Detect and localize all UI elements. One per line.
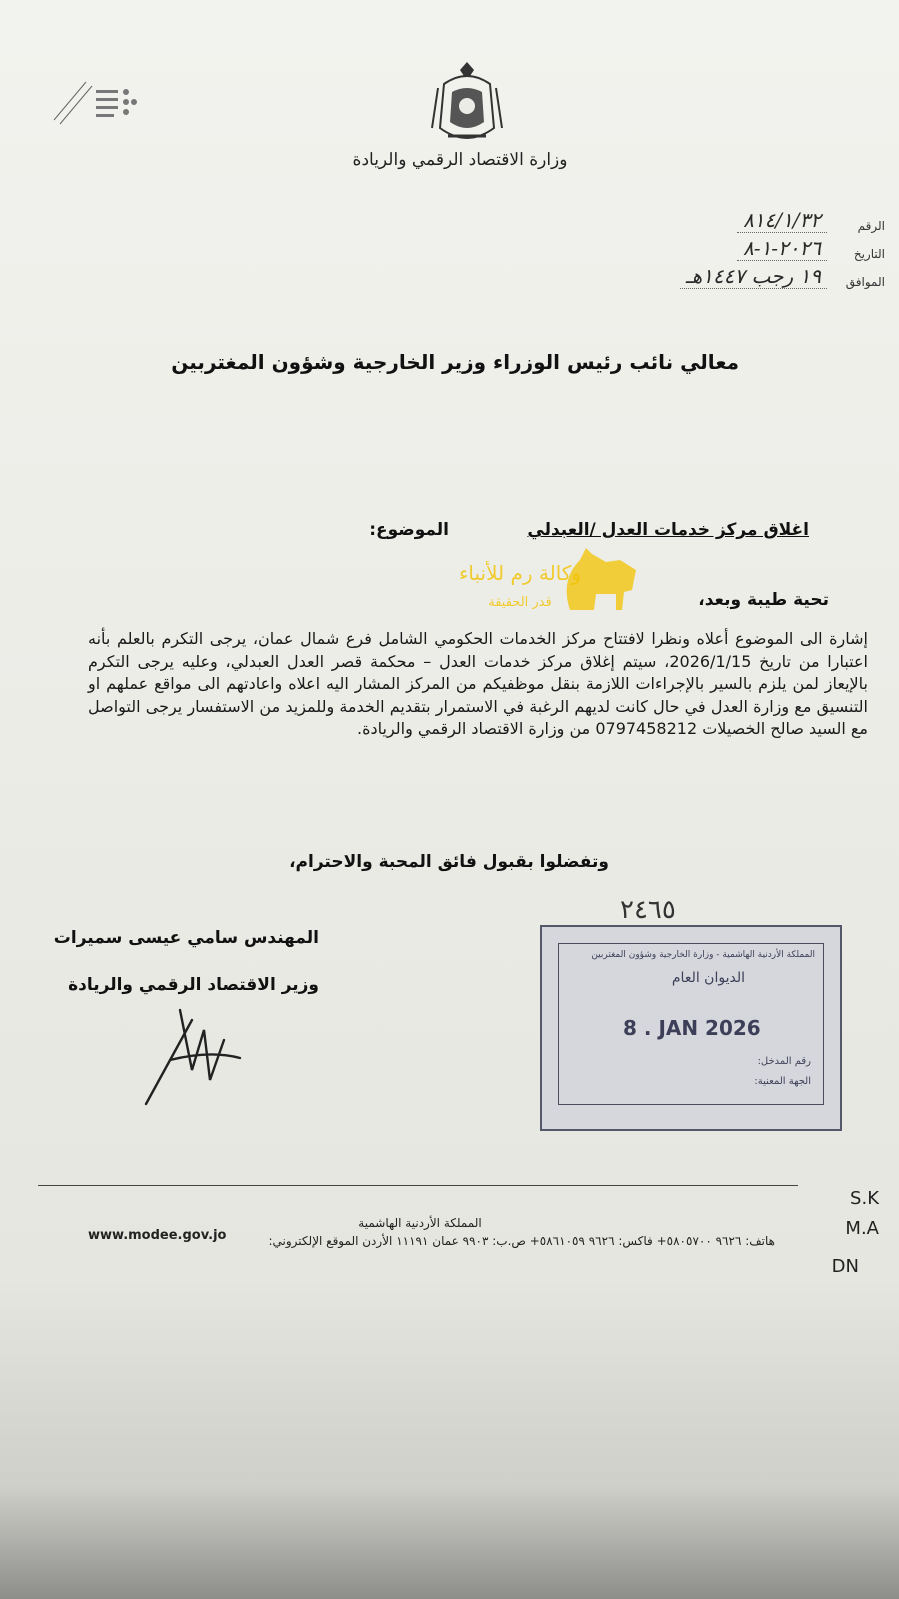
subject-label: الموضوع:: [369, 520, 449, 540]
reference-number-row: [565, 205, 885, 233]
stamp-line-4: الجهة المعنية:: [754, 1076, 811, 1087]
stamp-date: 8 . JAN 2026: [623, 1016, 761, 1040]
letter-body: إشارة الى الموضوع أعلاه ونظرا لافتتاح مركز الخدمات الحكومي الشامل فرع شمال عمان، يرجى التكرم بالعلم بأنه اعتبارا من تاريخ 2026/1/15، سيتم إغلاق مركز خدمات العدل – محكمة قصر العدل العبدلي، وعليه يرجى التكرم بالإيعاز لمن يلزم بالسير بالإجراءات اللازمة بنقل موظفيكم من المركز المشار اليه اعلاه واعادتهم الى مواقع عملهم او التنسيق مع وزارة العدل في حال كانت لديهم الرغبة في الاستمرار بتقديم الخدمة وللمزيد من الاستفسار يرجى التواصل مع السيد صالح الخصيلات 0797458212 من وزارة الاقتصاد الرقمي والريادة.: [88, 629, 868, 738]
greeting: تحية طيبة وبعد،: [698, 590, 829, 610]
watermark-line1: وكالة رم للأنباء: [459, 561, 581, 585]
handwritten-note-3: DN: [831, 1256, 859, 1277]
reference-date-value: ٢٠٢٦-١-٨: [737, 236, 827, 261]
handwritten-note-2: M.A: [845, 1218, 879, 1239]
reference-block: [565, 205, 885, 289]
reference-date-label: التاريخ: [853, 247, 885, 261]
stamp-frame: [558, 943, 824, 1105]
reference-number-value: ٨١٤/١/٣٢: [737, 208, 827, 233]
received-stamp: [540, 925, 842, 1131]
handwritten-note-1: S.K: [850, 1188, 879, 1209]
reference-hijri-row: [565, 261, 885, 289]
handwritten-signature: [140, 1000, 250, 1110]
ministry-name: وزارة الاقتصاد الرقمي والريادة: [352, 150, 568, 170]
recipient-line: معالي نائب رئيس الوزراء وزير الخارجية وشؤون المغتربين: [171, 350, 739, 374]
stamp-handwritten-number: ٢٤٦٥: [620, 895, 676, 925]
jordan-crest-icon: [424, 58, 510, 150]
news-agency-watermark: [410, 540, 650, 620]
reference-hijri-label: الموافق: [845, 275, 885, 289]
watermark-line2: قدر الحقيقة: [488, 595, 552, 610]
stamp-line-2: الديوان العام: [671, 970, 745, 986]
reference-hijri-value: ١٩ رجب ١٤٤٧هـ: [680, 264, 827, 289]
footer-country: المملكة الأردنية الهاشمية: [358, 1216, 482, 1230]
footer-divider: [38, 1185, 798, 1186]
reference-date-row: [565, 233, 885, 261]
signatory-name: المهندس سامي عيسى سميرات: [53, 928, 319, 948]
footer-contact: هاتف: ٩٦٢٦ ٥٨٠٥٧٠٠+ فاكس: ٩٦٢٦ ٥٨٦١٠٥٩+ ص.ب: ٩٩٠٣ عمان ١١١٩١ الأردن الموقع الإلكتروني:: [268, 1234, 775, 1248]
corner-note-mark: [50, 80, 140, 128]
signatory-title: وزير الاقتصاد الرقمي والريادة: [68, 975, 319, 995]
stamp-line-1: المملكة الأردنية الهاشمية - وزارة الخارجية وشؤون المغتربين: [591, 950, 815, 960]
reference-number-label: الرقم: [857, 219, 885, 233]
subject-text: اغلاق مركز خدمات العدل /العبدلي: [527, 520, 809, 540]
stamp-line-3: رقم المدخل:: [757, 1056, 811, 1067]
closing-line: وتفضلوا بقبول فائق المحبة والاحترام،: [289, 852, 609, 872]
footer-website-link[interactable]: www.modee.gov.jo: [88, 1228, 227, 1243]
